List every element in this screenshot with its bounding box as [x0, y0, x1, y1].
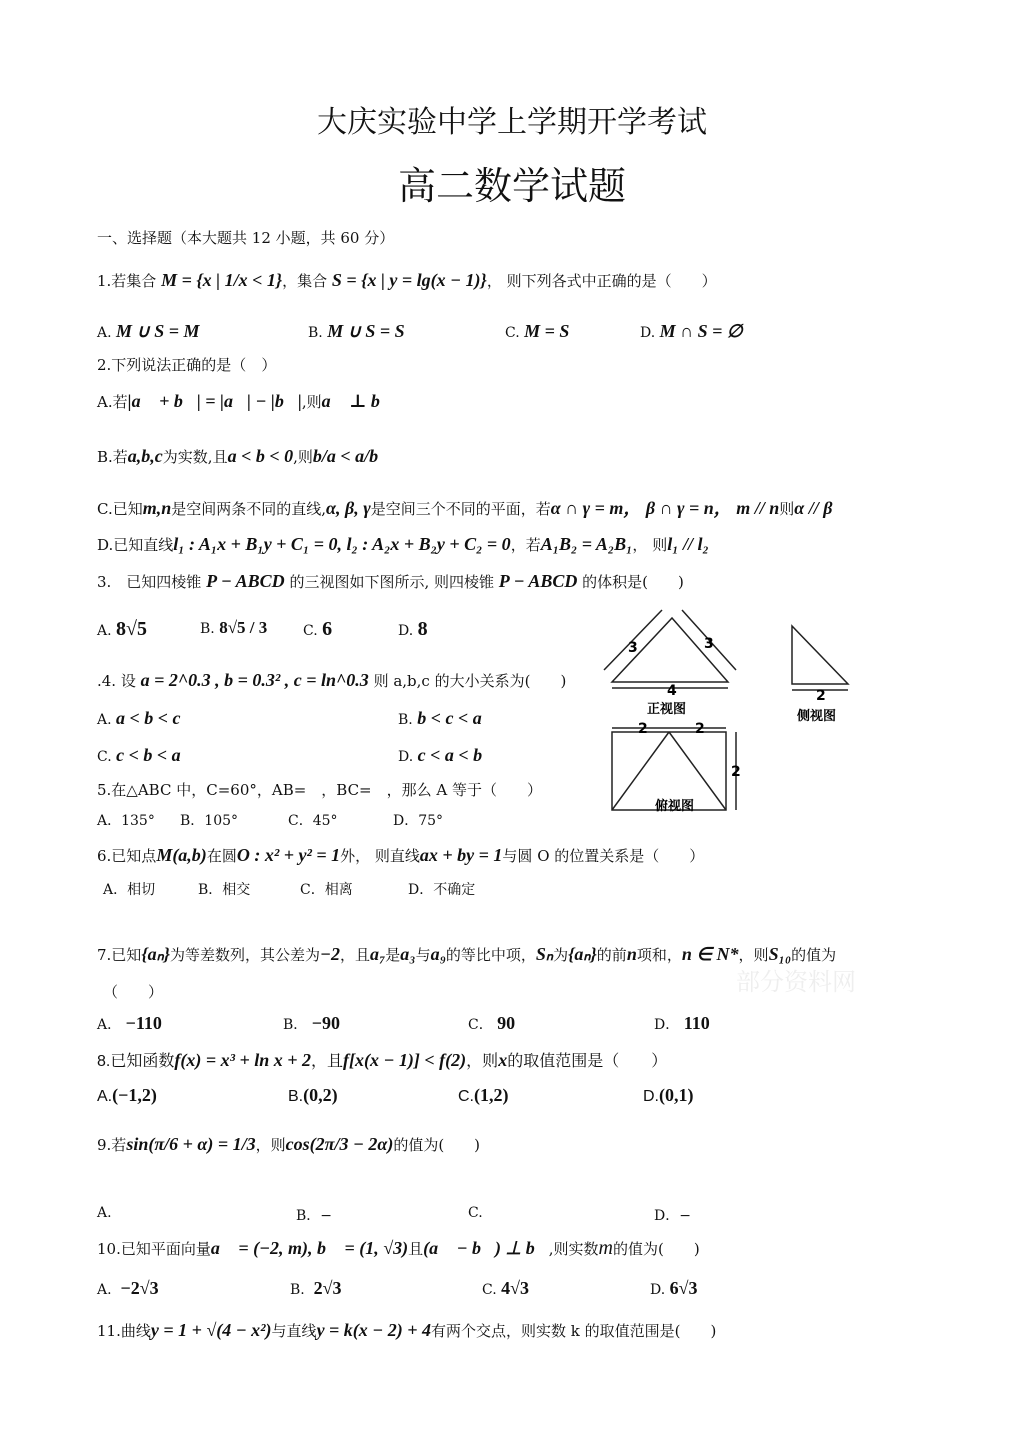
question-10: 10.已知平面向量a⃗ = (−2, m), b⃗ = (1, √3)且(a⃗ − b⃗) ⊥ b⃗,则实数m的值为( ) — [97, 1237, 700, 1259]
question-6: 6.已知点M(a,b)在圆O : x² + y² = 1外， 则直线ax + by = 1与圆 O 的位置关系是（ ） — [97, 845, 705, 865]
q3-option-a: A. 8√5 — [97, 618, 147, 640]
q4-option-c: C. c < b < a — [97, 745, 181, 765]
top-right-label: 2 — [695, 721, 705, 737]
front-right-edge-label: 3 — [704, 636, 714, 652]
question-2: 2.下列说法正确的是（ ） — [97, 356, 277, 374]
q10-option-c: C. 4√3 — [482, 1278, 530, 1298]
q5-option-a: A．135° — [97, 813, 155, 829]
q3-option-c: C. 6 — [303, 618, 333, 640]
q10-option-b: B. 2√3 — [290, 1278, 342, 1298]
q9-option-a: A. — [97, 1205, 112, 1221]
q1-option-d: D. M ∩ S = ∅ — [640, 321, 743, 341]
q6-option-b: B．相交 — [198, 882, 251, 898]
q1-mid: ，集合 — [282, 272, 332, 290]
q4-option-a: A. a < b < c — [97, 708, 181, 728]
q6-option-c: C．相离 — [300, 882, 353, 898]
front-base-label: 4 — [667, 683, 677, 699]
front-view-label: 正视图 — [647, 702, 687, 717]
q7-option-d: D． 110 — [654, 1013, 710, 1033]
q10-option-d: D. 6√3 — [650, 1278, 698, 1298]
question-11: 11.曲线y = 1 + √(4 − x²)与直线y = k(x − 2) + 4有两个交点，则实数 k 的取值范围是( ) — [97, 1320, 717, 1340]
q4-option-d: D. c < a < b — [398, 745, 483, 765]
q1-prefix: 1.若集合 — [97, 272, 162, 290]
question-9: 9.若sin(π/6 + α) = 1/3，则cos(2π/3 − 2α)的值为( ) — [97, 1134, 481, 1154]
q6-option-d: D．不确定 — [408, 882, 476, 898]
q1-m-set: M = {x | 1/x < 1} — [161, 270, 283, 290]
watermark: 部分资料网 — [736, 968, 856, 996]
q2-option-a: A.若|a⃗ + b⃗| = |a⃗| − |b⃗|,则a⃗ ⊥ b⃗ — [97, 391, 394, 411]
q3-option-b: B. 8√5 / 3 — [200, 618, 268, 637]
q8-option-d: D.(0,1) — [643, 1085, 694, 1105]
section-heading: 一、选择题（本大题共 12 小题，共 60 分） — [97, 229, 395, 247]
question-8: 8.已知函数f(x) = x³ + ln x + 2，且f[x(x − 1)] < f(2)，则x的取值范围是（ ） — [97, 1050, 668, 1070]
q7-option-a: A． −110 — [97, 1013, 162, 1033]
q6-option-a: A．相切 — [103, 882, 156, 898]
q5-option-c: C．45° — [288, 813, 338, 829]
q1-s-set: S = {x | y = lg(x − 1)} — [331, 270, 487, 290]
q7-paren: （ ） — [103, 983, 164, 1001]
q5-option-b: B．105° — [180, 813, 239, 829]
q1-suffix: ， 则下列各式中正确的是（ ） — [486, 272, 717, 290]
front-left-edge-label: 3 — [628, 640, 638, 656]
side-view-label: 侧视图 — [797, 709, 837, 724]
q5-option-d: D．75° — [393, 813, 444, 829]
question-4: .4. 设 a = 2^0.3 , b = 0.3² , c = ln^0.3 则 a,b,c 的大小关系为( ) — [97, 670, 567, 690]
question-1 — [97, 270, 717, 291]
q1-option-c: C. M = S — [505, 321, 570, 341]
q7-option-c: C． 90 — [468, 1013, 516, 1033]
q7-option-b: B． −90 — [283, 1013, 341, 1033]
q9-option-b: B．− — [296, 1208, 333, 1224]
question-7: 7.已知{aₙ}为等差数列，其公差为−2，且a₇是a₃与a₉的等比中项，Sₙ为{aₙ}的前n项和，n ∈ N*，则S₁₀的值为 — [97, 944, 837, 964]
q1-option-b: B. M ∪ S = S — [308, 321, 405, 341]
three-view-figure — [590, 600, 870, 825]
side-view-triangle — [792, 626, 848, 684]
school-title: 大庆实验中学上学期开学考试 — [317, 105, 707, 140]
q2-option-b: B.若a,b,c为实数,且a < b < 0,则b/a < a/b — [97, 446, 379, 466]
q8-option-a: A.(−1,2) — [97, 1085, 157, 1105]
top-view-label: 俯视图 — [655, 799, 695, 814]
q1-option-a: A. M ∪ S = M — [97, 321, 200, 341]
question-3: 3. 已知四棱锥 P − ABCD 的三视图如下图所示, 则四棱锥 P − ABCD 的体积是( ) — [97, 571, 684, 591]
question-5: 5.在△ABC 中，C=60°，AB= ，BC= ，那么 A 等于（ ） — [97, 781, 542, 799]
q4-option-b: B. b < c < a — [398, 708, 482, 728]
top-left-label: 2 — [638, 721, 648, 737]
q8-option-c: C.(1,2) — [458, 1085, 509, 1105]
paper-title: 高二数学试题 — [397, 164, 626, 208]
q9-option-d: D．− — [654, 1208, 691, 1224]
q10-option-a: A. −2√3 — [97, 1278, 159, 1298]
q9-option-c: C. — [468, 1205, 483, 1221]
q8-option-b: B.(0,2) — [288, 1085, 338, 1105]
side-base-label: 2 — [816, 688, 826, 704]
q3-option-d: D. 8 — [398, 618, 428, 640]
q2-option-d: D.已知直线l₁ : A₁x + B₁y + C₁ = 0, l₂ : A₂x + B₂y + C₂ = 0，若A₁B₂ = A₂B₁， 则l₁ // l₂ — [97, 534, 709, 554]
q2-option-c: C.已知m,n是空间两条不同的直线,α, β, γ是空间三个不同的平面，若α ∩ γ = m， β ∩ γ = n， m // n则α // β — [97, 498, 833, 518]
top-height-label: 2 — [731, 764, 741, 780]
